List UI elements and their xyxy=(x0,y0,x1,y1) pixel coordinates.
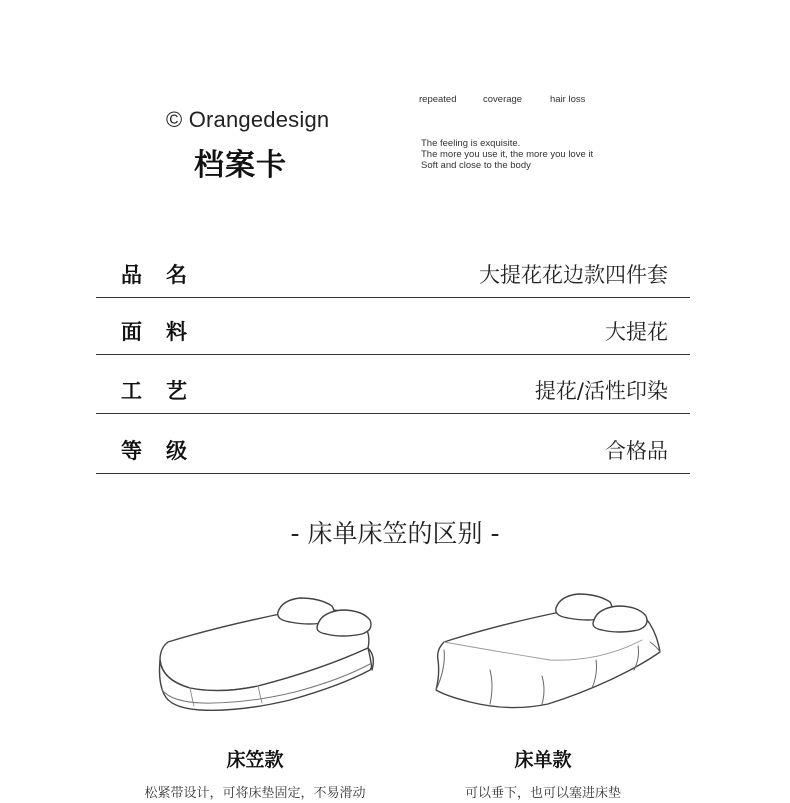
spec-row-name xyxy=(96,250,690,298)
feature-tags xyxy=(419,94,585,105)
spec-row-craft xyxy=(96,355,690,414)
flat-sheet-bed-illustration xyxy=(430,590,670,720)
section-title: - 床单床笠的区别 - xyxy=(290,519,500,548)
tag-repeated: repeated xyxy=(419,94,457,105)
spec-row-fabric xyxy=(96,298,690,355)
tag-coverage: coverage xyxy=(483,94,523,105)
tagline-line: The more you use it, the more you love it xyxy=(421,149,594,160)
spec-table xyxy=(96,250,690,474)
flat-sheet-description: 可以垂下，也可以塞进床垫 xyxy=(464,786,621,801)
page-title: 档案卡 xyxy=(194,148,287,183)
spec-label: 品名 xyxy=(121,263,211,287)
spec-value: 大提花花边款四件套 xyxy=(479,263,668,287)
flat-sheet-name: 床单款 xyxy=(514,749,572,771)
flat-sheet-caption xyxy=(418,745,668,801)
fitted-sheet-bed-illustration xyxy=(150,590,385,720)
spec-value: 合格品 xyxy=(605,439,668,463)
spec-label: 面料 xyxy=(121,320,211,344)
tagline-line: Soft and close to the body xyxy=(421,160,531,171)
tagline-line: The feeling is exquisite. xyxy=(421,138,521,149)
spec-label: 等级 xyxy=(121,439,211,463)
fitted-sheet-name: 床笠款 xyxy=(226,749,284,771)
fitted-sheet-caption xyxy=(130,745,380,801)
tag-hair-loss: hair loss xyxy=(550,94,586,105)
brand-name: © Orangedesign xyxy=(166,107,330,132)
spec-value: 大提花 xyxy=(605,320,668,344)
tagline xyxy=(421,138,593,171)
spec-value: 提花/活性印染 xyxy=(534,379,668,403)
spec-row-grade xyxy=(96,414,690,474)
fitted-sheet-description: 松紧带设计，可将床垫固定，不易滑动 xyxy=(144,786,366,801)
spec-label: 工艺 xyxy=(121,379,211,403)
